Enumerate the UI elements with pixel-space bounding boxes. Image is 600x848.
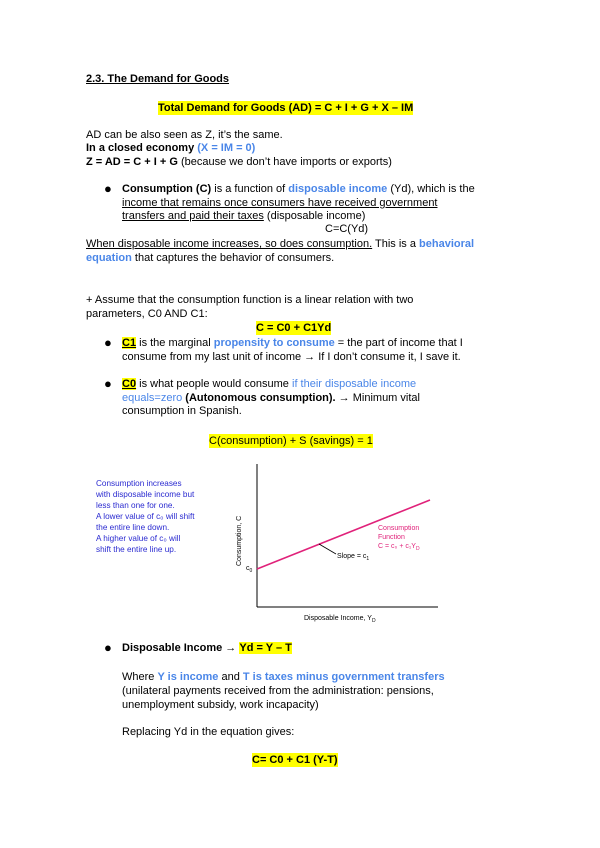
text: if their disposable income (292, 378, 417, 390)
note-line: A higher value of c₀ will (96, 534, 181, 543)
x-axis-label (304, 615, 376, 624)
intercept-text: c (246, 565, 250, 572)
equation-bold: Z = AD = C + I + G (86, 156, 178, 168)
bullet-icon: ● (104, 335, 112, 350)
slope-pointer (319, 544, 336, 554)
disposable-formula: Yd = Y – T (239, 642, 292, 654)
consumption-line-2: income that remains once consumers have received government (122, 197, 438, 209)
final-formula: C= C0 + C1 (Y-T) (252, 754, 338, 766)
linear-line-2: parameters, C0 AND C1: (86, 308, 208, 320)
linear-line-1: + Assume that the consumption function is a linear relation with two (86, 294, 414, 306)
note-line: with disposable income but (96, 490, 195, 499)
figure-note (95, 479, 195, 554)
note-line: shift the entire line up. (96, 545, 177, 554)
note-line: less than one for one. (96, 501, 175, 510)
bullet-icon: ● (104, 376, 112, 391)
c0-line-3: consumption in Spanish. (122, 405, 242, 417)
text: When disposable income increases, so does consumption. (86, 238, 373, 250)
consumption-line-1 (122, 182, 475, 196)
intercept-label (246, 565, 253, 574)
text: (Yd), which is the (387, 183, 475, 195)
note-line: the entire line down. (96, 523, 170, 532)
consumption-formula: C=C(Yd) (325, 223, 369, 235)
consumption-line-5 (86, 237, 474, 251)
bullet-icon: ● (104, 181, 112, 196)
function-label-line: Function (378, 534, 405, 541)
slope-label (337, 553, 369, 562)
c0-line-1 (122, 377, 416, 391)
consumption-function-figure (86, 462, 446, 630)
text: → Minimum vital (335, 392, 420, 404)
c1-term: C1 (122, 337, 137, 349)
text: is what people would consume (136, 378, 292, 390)
function-formula: C = c₀ + c₁Y (378, 543, 416, 550)
text: and (218, 671, 243, 683)
text: Where (122, 671, 158, 683)
linear-formula: C = C0 + C1Yd (256, 322, 332, 334)
disposable-line (122, 641, 292, 655)
text: = the part of income that I (334, 337, 463, 349)
text: that captures the behavior of consumers. (131, 252, 335, 264)
paren-line-2: unemployment subsidy, work incapacity) (122, 699, 319, 711)
intro-line: AD can be also seen as Z, it’s the same. (86, 129, 283, 141)
closed-economy-label: In a closed economy (86, 142, 195, 154)
disposable-term: Disposable Income → (122, 642, 237, 654)
paren-line-1: (unilateral payments received from the administration: pensions, (122, 685, 434, 697)
bullet-icon: ● (104, 640, 112, 655)
text: is the marginal (136, 337, 214, 349)
total-demand-formula: Total Demand for Goods (AD) = C + I + G + X – IM (158, 102, 414, 114)
text: equals=zero (122, 392, 183, 404)
c0-line-2 (122, 391, 420, 405)
text: This is a (372, 238, 420, 250)
slope-sub: 1 (366, 556, 370, 562)
note-line: Consumption increases (96, 479, 182, 488)
slope-text: Slope = c (337, 553, 367, 560)
intercept-sub: 0 (249, 568, 253, 574)
consumption-term: Consumption (C) (122, 183, 212, 195)
x-axis-text: Disposable Income, Y (304, 615, 372, 622)
consumption-line-6 (86, 251, 334, 265)
text: (disposable income) (263, 210, 366, 222)
c0-term: C0 (122, 378, 137, 390)
equation-note: (because we don’t have imports or exports) (180, 156, 392, 168)
disposable-income-term: disposable income (288, 183, 388, 195)
equation-term: equation (86, 252, 132, 264)
t-taxes-term: T is taxes minus government transfers (242, 671, 445, 683)
section-title: 2.3. The Demand for Goods (86, 73, 230, 85)
closed-economy-line (86, 141, 255, 155)
x-axis-sub: D (371, 618, 376, 624)
consumption-savings-identity: C(consumption) + S (savings) = 1 (209, 435, 373, 447)
function-label-line: Consumption (378, 525, 420, 532)
behavioral-term: behavioral (419, 238, 475, 250)
consumption-line-3 (122, 209, 365, 223)
function-label-line (378, 543, 420, 552)
autonomous-term: (Autonomous consumption). (182, 392, 336, 404)
function-formula-sub: D (415, 546, 420, 552)
replacing-line: Replacing Yd in the equation gives: (122, 726, 295, 738)
propensity-term: propensity to consume (213, 337, 335, 349)
text: transfers and paid their taxes (122, 210, 264, 222)
closed-economy-equation (86, 155, 392, 169)
note-line: A lower value of c₀ will shift (96, 512, 195, 521)
y-axis-label: Consumption, C (236, 515, 243, 566)
closed-economy-paren: (X = IM = 0) (197, 142, 256, 154)
text: is a function of (211, 183, 289, 195)
function-label (378, 525, 420, 552)
c1-line-2: consume from my last unit of income → If I don’t consume it, I save it. (122, 351, 461, 363)
where-line (122, 670, 445, 684)
y-income-term: Y is income (157, 671, 219, 683)
c1-line-1 (122, 336, 463, 350)
